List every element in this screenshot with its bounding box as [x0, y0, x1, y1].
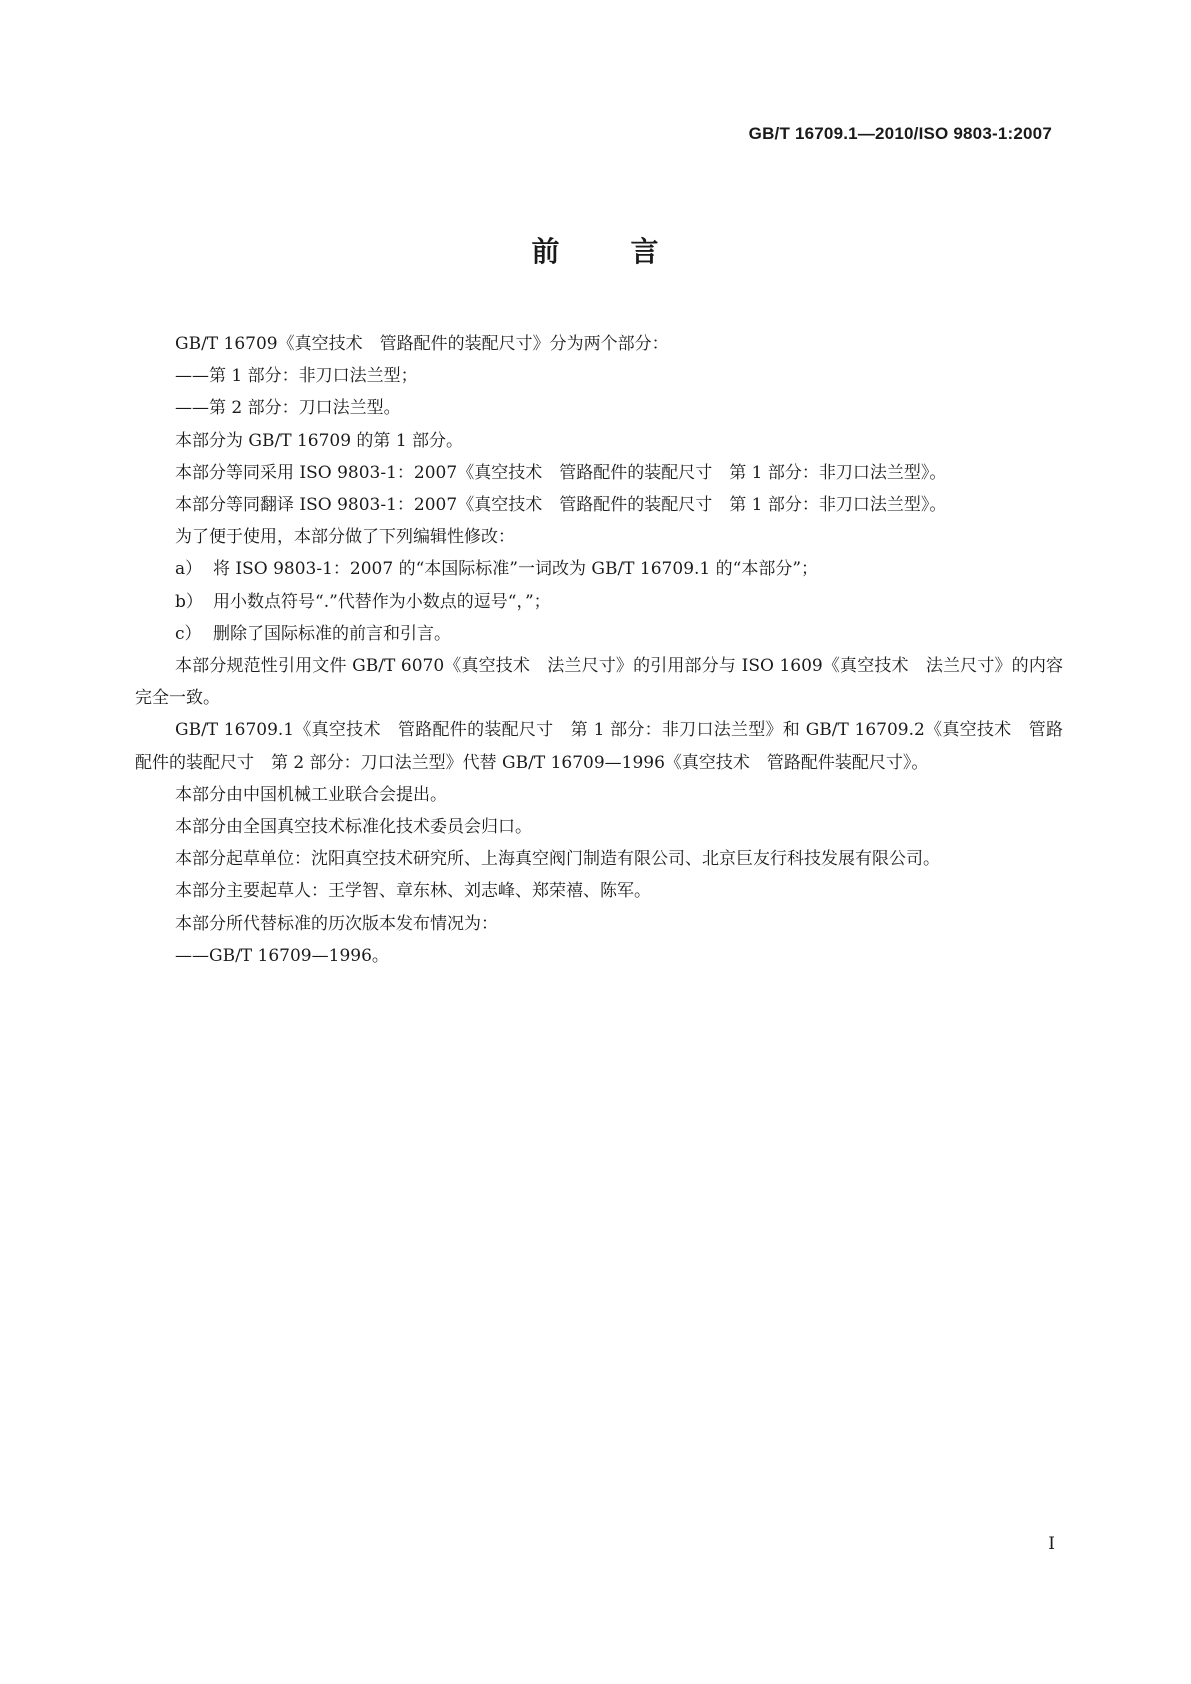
paragraph-history-intro: 本部分所代替标准的历次版本发布情况为： — [175, 913, 498, 934]
list-item-part-2: ——第 2 部分：刀口法兰型。 — [175, 398, 401, 419]
paragraph-adoption: 本部分等同采用 ISO 9803-1：2007《真空技术 管路配件的装配尺寸 第 1 部分：非刀口法兰型》。 — [175, 462, 947, 483]
edit-item-b-text: 用小数点符号“.”代替作为小数点的逗号“，”； — [213, 591, 551, 612]
list-item-history-version: ——GB/T 16709—1996。 — [175, 945, 389, 966]
page-title — [0, 230, 1191, 270]
paragraph-parts-intro: GB/T 16709《真空技术 管路配件的装配尺寸》分为两个部分： — [175, 334, 669, 354]
paragraph-drafters: 本部分主要起草人：王学智、章东林、刘志峰、郑荣禧、陈军。 — [175, 881, 651, 902]
edit-item-c-marker: c） — [175, 623, 202, 644]
foreword-body — [135, 328, 1063, 972]
paragraph-replacement: GB/T 16709.1《真空技术 管路配件的装配尺寸 第 1 部分：非刀口法兰型》和 GB/T 16709.2《真空技术 管路配件的装配尺寸 第 2 部分：刀口法兰型》代替 GB/T 16709—1996《真空技术 管路配件装配尺寸》。 — [135, 720, 1063, 773]
list-item-part-1: ——第 1 部分：非刀口法兰型； — [175, 366, 418, 387]
edit-item-b-marker: b） — [175, 591, 203, 612]
paragraph-edits-intro: 为了便于使用，本部分做了下列编辑性修改： — [175, 527, 515, 548]
paragraph-normative-reference: 本部分规范性引用文件 GB/T 6070《真空技术 法兰尺寸》的引用部分与 ISO 1609《真空技术 法兰尺寸》的内容完全一致。 — [135, 656, 1063, 709]
title-char-2: 言 — [630, 235, 660, 268]
edit-item-b — [135, 586, 1063, 618]
edit-item-a-marker: a） — [175, 559, 203, 580]
paragraph-this-part: 本部分为 GB/T 16709 的第 1 部分。 — [175, 430, 464, 451]
page-number: I — [1048, 1534, 1055, 1554]
paragraph-drafting-units: 本部分起草单位：沈阳真空技术研究所、上海真空阀门制造有限公司、北京巨友行科技发展有限公司。 — [175, 849, 940, 870]
paragraph-proposer: 本部分由中国机械工业联合会提出。 — [175, 784, 447, 805]
title-char-1: 前 — [531, 235, 561, 268]
paragraph-translation: 本部分等同翻译 ISO 9803-1：2007《真空技术 管路配件的装配尺寸 第 1 部分：非刀口法兰型》。 — [175, 495, 947, 516]
edit-item-c-text: 删除了国际标准的前言和引言。 — [213, 623, 451, 644]
edit-item-c — [135, 618, 1063, 650]
edit-item-a — [135, 553, 1063, 585]
edit-item-a-text: 将 ISO 9803-1：2007 的“本国际标准”一词改为 GB/T 16709.1 的“本部分”； — [213, 559, 819, 580]
paragraph-committee: 本部分由全国真空技术标准化技术委员会归口。 — [175, 817, 532, 838]
standard-code-header: GB/T 16709.1—2010/ISO 9803-1:2007 — [748, 124, 1052, 143]
